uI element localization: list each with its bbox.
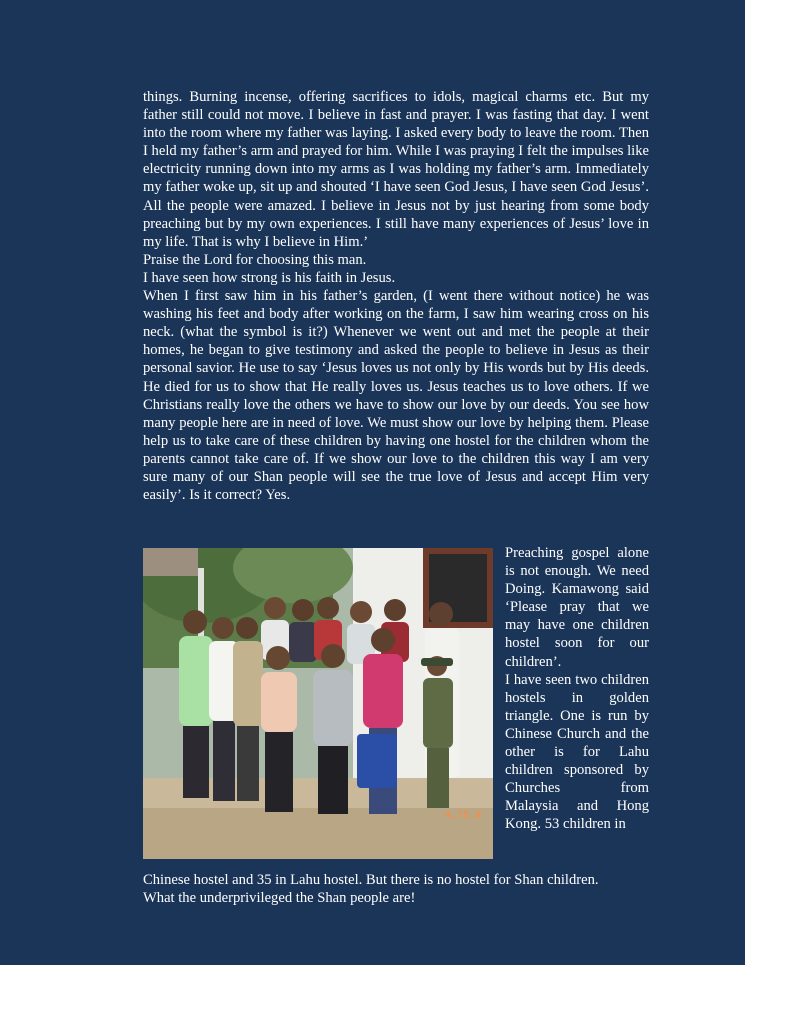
paragraph-closing: What the underprivileged the Shan people are! (143, 890, 416, 907)
bottom-text-block (143, 871, 649, 907)
children-group-photo (143, 548, 493, 859)
paragraph-praise: Praise the Lord for choosing this man. (143, 251, 367, 268)
paragraph-hostel-counts: Chinese hostel and 35 in Lahu hostel. But there is no hostel for Shan children. (143, 872, 599, 888)
children-group-photo-illustration (143, 548, 493, 859)
side-text-block (505, 544, 649, 834)
photo-date-stamp: 4.75.0 (445, 810, 482, 821)
side-paragraph-preaching: Preaching gospel alone is not enough. We need Doing. Kamawong said ‘Please pray that we may have one children hostel soon for our children’. (505, 545, 649, 670)
paragraph-faith: I have seen how strong is his faith in Jesus. (143, 269, 396, 286)
side-paragraph-hostels: I have seen two children hostels in golden triangle. One is run by Chinese Church and the other is for Lahu children sponsored by Churches from Malaysia and Hong Kong. 53 children in (505, 671, 649, 833)
paragraph-first-meeting: When I first saw him in his father’s garden, (I went there without notice) he was washing his feet and body after working on the farm, I saw him wearing cross on his neck. (what the symbol is it?) Whenever we went out and met the people at their homes, he began to give testimony and asked the people to believe in Jesus as their personal savior. He use to say ‘Jesus loves us not only by His words but by His deeds. He died for us to show that He really loves us. Jesus teaches us to love others. If we Christians really love the others we have to show our love by our deeds. You see how many people here are in need of love. We must show our love by helping them. Please help us to take care of these children by having one hostel for the children whom the parents cannot take care of. If we show our love to the children this way I am very sure many of our Shan people will see the true love of Jesus and accept Him very easily’. Is it correct? Yes. (143, 288, 649, 504)
main-text-block (143, 88, 649, 504)
paragraph-testimony: things. Burning incense, offering sacrifices to idols, magical charms etc. But my father still could not move. I believe in fast and prayer. I was fasting that day. I went into the room where my father was laying. I asked every body to leave the room. Then I held my father’s arm and prayed for him. While I was praying I felt the impulses like electricity running down into my arms as I was holding my father’s arm. Immediately my father woke up, sit up and shouted ‘I have seen God Jesus, I have seen God Jesus’. All the people were amazed. I believe in Jesus not by just hearing from some body preaching but by my own experiences. I still have many experiences of Jesus’ love in my life. That is why I believe in Him.’ (143, 89, 649, 250)
